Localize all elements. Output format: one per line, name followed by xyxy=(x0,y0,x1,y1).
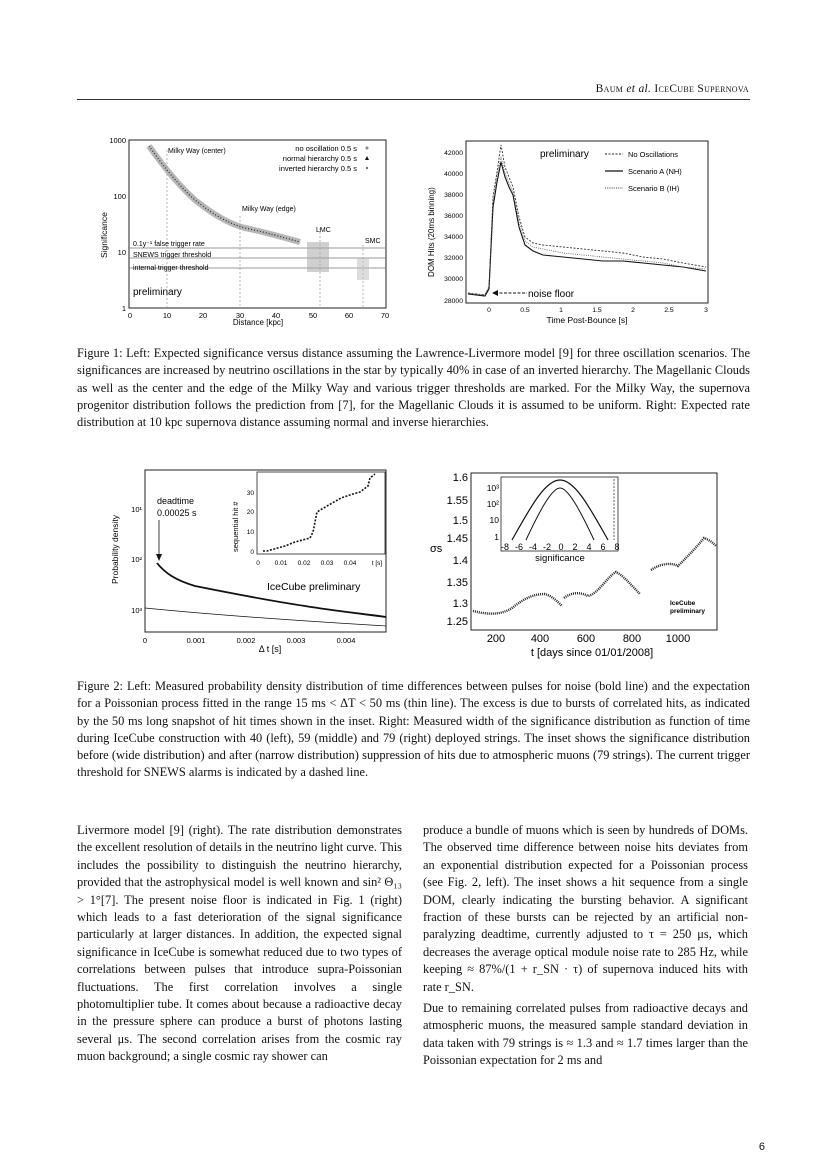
svg-text:42000: 42000 xyxy=(444,150,463,157)
svg-text:-6: -6 xyxy=(514,542,524,552)
svg-text:-8: -8 xyxy=(500,542,510,552)
fig1l-ytick: 1000 xyxy=(109,136,126,145)
svg-text:0: 0 xyxy=(558,542,564,552)
right-column xyxy=(423,822,748,1074)
svg-text:1.5: 1.5 xyxy=(592,307,602,314)
fig1r-yticks xyxy=(444,150,463,305)
fig1l-lmc: LMC xyxy=(316,227,331,234)
fig1r-xlabel: Time Post-Bounce [s] xyxy=(546,315,628,325)
running-header xyxy=(596,83,749,95)
svg-text:10²: 10² xyxy=(131,555,142,564)
svg-text:1: 1 xyxy=(494,532,499,542)
svg-text:32000: 32000 xyxy=(444,255,463,262)
figure2-left-plot xyxy=(105,468,390,658)
svg-text:30: 30 xyxy=(235,311,245,320)
svg-text:1.55: 1.55 xyxy=(446,495,468,507)
legend-item: Scenario A (NH) xyxy=(628,167,682,176)
svg-text:600: 600 xyxy=(576,633,596,645)
fig1l-ytick: 10 xyxy=(117,248,126,257)
fig1l-internal: internal trigger threshold xyxy=(133,265,209,272)
fig1l-mw-center: Milky Way (center) xyxy=(168,148,226,155)
svg-text:8: 8 xyxy=(614,542,620,552)
svg-text:0: 0 xyxy=(487,307,491,314)
right-col-text-1: produce a bundle of muons which is seen by hundreds of DOMs. The observed time difference between noise hits deviates from an exponential distribution expected for a Poissonian process (see Fig. 2, left). The inset shows a hit sequence from a single DOM, clearly indicating the bursting behavior. A significant fraction of these bursts can be rejected by an artificial non-paralyzing deadtime, currently adjusted to τ = 250 μs, which decreases the average optical module noise rate to 285 Hz, while keeping ≈ 87%/(1 + r_SN · τ) of supernova induced hits with rate r_SN. xyxy=(423,823,748,994)
svg-text:20: 20 xyxy=(246,509,254,516)
fig1r-preliminary: preliminary xyxy=(540,149,589,160)
svg-text:40000: 40000 xyxy=(444,171,463,178)
fig2r-xticks xyxy=(487,633,690,645)
fig2l-xticks xyxy=(143,636,355,645)
svg-text:4: 4 xyxy=(586,542,592,552)
svg-text:0.01: 0.01 xyxy=(274,560,288,567)
fig2l-preliminary: IceCube preliminary xyxy=(267,581,361,593)
svg-text:0.004: 0.004 xyxy=(336,636,356,645)
fig1l-smc: SMC xyxy=(365,238,381,245)
svg-text:1: 1 xyxy=(559,307,563,314)
fig2r-preliminary-2: preliminary xyxy=(670,608,706,615)
figure1-left-plot xyxy=(95,130,395,330)
svg-text:10: 10 xyxy=(246,529,254,536)
svg-text:10¹: 10¹ xyxy=(131,505,142,514)
left-column xyxy=(77,822,402,1070)
fig2r-inset-yticks xyxy=(487,483,500,542)
fig1l-preliminary: preliminary xyxy=(133,287,182,298)
svg-text:28000: 28000 xyxy=(444,298,463,305)
fig1l-snews: SNEWS trigger threshold xyxy=(133,252,212,259)
svg-text:2: 2 xyxy=(631,307,635,314)
figure1-right-plot xyxy=(423,137,718,332)
svg-text:1.45: 1.45 xyxy=(446,533,468,545)
svg-text:30000: 30000 xyxy=(444,276,463,283)
fig1l-ylabel: Significance xyxy=(99,212,109,258)
svg-text:20: 20 xyxy=(198,311,208,320)
svg-text:0.002: 0.002 xyxy=(236,636,256,645)
svg-text:1.35: 1.35 xyxy=(446,577,468,589)
svg-text:0.03: 0.03 xyxy=(320,560,334,567)
fig1r-ylabel: DOM Hits (20ms binning) xyxy=(427,187,436,277)
fig1l-ytick: 100 xyxy=(113,192,126,201)
svg-text:t [s]: t [s] xyxy=(371,560,383,567)
svg-text:200: 200 xyxy=(486,633,506,645)
header-etal: et al. xyxy=(626,83,652,95)
svg-text:1.5: 1.5 xyxy=(452,515,468,527)
svg-text:-4: -4 xyxy=(528,542,538,552)
svg-text:3: 3 xyxy=(704,307,708,314)
fig1r-xticks xyxy=(487,307,708,314)
legend-item: normal hierarchy 0.5 s xyxy=(282,154,357,163)
fig2r-preliminary-1: IceCube xyxy=(670,600,696,607)
figure1-caption: Figure 1: Left: Expected significance versus distance assuming the Lawrence-Livermore model [9] for three oscillation scenarios. The significances are increased by neutrino oscillations in the star by typically 40% in case of an inverted hierarchy. The Magellanic Clouds as well as the center and the edge of the Milky Way and various trigger thresholds are marked. For the Milky Way, the supernova progenitor distribution follows the prediction from [7], for the Magellanic Clouds it is assumed to be uniform. Right: Expected rate distribution at 10 kpc supernova distance assuming normal and inverse hierarchies. xyxy=(77,346,750,430)
legend-item: No Oscillations xyxy=(628,150,679,159)
fig1l-ytick: 1 xyxy=(121,304,126,313)
legend-item: Scenario B (IH) xyxy=(628,184,680,193)
svg-text:36000: 36000 xyxy=(444,213,463,220)
fig2l-deadtime-value: 0.00025 s xyxy=(157,508,197,518)
svg-text:0.02: 0.02 xyxy=(297,560,311,567)
svg-text:38000: 38000 xyxy=(444,192,463,199)
svg-text:10²: 10² xyxy=(486,499,499,509)
legend-item: inverted hierarchy 0.5 s xyxy=(279,164,357,173)
fig2l-yticks xyxy=(131,505,142,615)
svg-text:40: 40 xyxy=(271,311,281,320)
fig1l-legend xyxy=(279,144,369,173)
svg-text:1.6: 1.6 xyxy=(452,472,468,484)
fig1r-legend xyxy=(605,150,682,193)
header-rule xyxy=(77,99,750,100)
svg-text:0.04: 0.04 xyxy=(343,560,357,567)
fig2l-inset-xticks xyxy=(256,560,382,567)
header-authors: Baum xyxy=(595,83,624,95)
figure2-caption: Figure 2: Left: Measured probability density distribution of time differences between pulses for noise (bold line) and the expectation for a Poissonian process fitted in the range 15 ms < ΔT < 50 ms (thin line). The excess is due to bursts of correlated hits, as indicated by the 50 ms long snapshot of hit times shown in the inset. Right: Measured width of the significance distribution as function of time during IceCube construction with 40 (left), 59 (middle) and 79 (right) deployed strings. The inset shows the significance distribution before (wide distribution) and after (narrow distribution) suppression of hits due to atmospheric muons (79 strings). The current trigger threshold for SNEWS alarms is indicated by a dashed line. xyxy=(77,679,750,780)
fig2r-inset-xticks xyxy=(501,542,620,552)
svg-text:0: 0 xyxy=(256,560,260,567)
svg-text:1.4: 1.4 xyxy=(452,555,468,567)
fig2l-xlabel: Δ t [s] xyxy=(258,644,282,654)
svg-text:50: 50 xyxy=(308,311,318,320)
fig2l-inset-ylabel: sequential hit # xyxy=(231,501,240,552)
svg-text:0.001: 0.001 xyxy=(186,636,206,645)
fig2l-inset-yticks xyxy=(247,490,255,556)
svg-text:0: 0 xyxy=(142,636,148,645)
svg-text:30: 30 xyxy=(246,490,254,497)
svg-text:0: 0 xyxy=(250,549,254,556)
fig1l-yticks xyxy=(109,136,126,313)
svg-text:2.5: 2.5 xyxy=(664,307,674,314)
svg-text:60: 60 xyxy=(344,311,354,320)
legend-item: no oscillation 0.5 s xyxy=(295,144,357,153)
svg-text:10: 10 xyxy=(162,311,172,320)
fig1l-xlabel: Distance [kpc] xyxy=(232,318,284,327)
svg-text:6: 6 xyxy=(600,542,606,552)
svg-text:70: 70 xyxy=(380,311,390,320)
page-number: 6 xyxy=(758,1141,765,1153)
svg-text:10: 10 xyxy=(489,515,499,525)
fig1l-false-rate: 0.1y⁻¹ false trigger rate xyxy=(133,241,205,248)
svg-text:400: 400 xyxy=(530,633,550,645)
svg-text:10³: 10³ xyxy=(131,606,142,615)
svg-text:2: 2 xyxy=(572,542,578,552)
svg-text:10³: 10³ xyxy=(486,483,499,493)
svg-text:0: 0 xyxy=(127,311,133,320)
fig1r-noise-floor: noise floor xyxy=(528,289,575,300)
fig2r-yticks xyxy=(447,472,468,628)
svg-text:0.5: 0.5 xyxy=(520,307,530,314)
right-col-text-2: Due to remaining correlated pulses from radioactive decays and atmospheric muons, the measured sample standard deviation in data taken with 79 strings is ≈ 1.3 and ≈ 1.7 times larger than the Poissonian expectation for 2 ms and xyxy=(423,1001,748,1068)
svg-text:800: 800 xyxy=(622,633,642,645)
svg-text:1.3: 1.3 xyxy=(452,598,468,610)
figure2-right-plot xyxy=(420,468,725,663)
svg-text:34000: 34000 xyxy=(444,234,463,241)
svg-text:0.003: 0.003 xyxy=(286,636,306,645)
fig2r-xlabel: t [days since 01/01/2008] xyxy=(530,647,654,659)
fig2r-inset-xlabel: significance xyxy=(535,553,585,564)
svg-text:-2: -2 xyxy=(542,542,552,552)
fig2l-deadtime: deadtime xyxy=(157,496,195,506)
left-col-text: Livermore model [9] (right). The rate distribution demonstrates the excellent resolution of details in the neutrino light curve. This includes the possibility to distinguish the neutrino hierarchy, provided that the astrophysical model is well known and sin² Θ₁₃ > 1°[7]. The present noise floor is indicated in Fig. 1 (right) which leads to a fast deterioration of the signal significance particularly at larger distances. In addition, the expected signal significance in IceCube is somewhat reduced due to two types of correlations between pulses that introduce supra-Poissonian fluctuations. The first correlation involves a single photomultiplier tube. It comes about because a radioactive decay in the pressure sphere can produce a burst of photons lasting several μs. The second correlation arises from the cosmic ray muon background; a single cosmic ray shower can xyxy=(77,823,402,1064)
fig1l-mw-edge: Milky Way (edge) xyxy=(242,206,296,213)
svg-text:1.25: 1.25 xyxy=(446,616,468,628)
svg-text:1000: 1000 xyxy=(665,633,691,645)
fig2l-ylabel: Probability density xyxy=(110,515,120,584)
header-project: IceCube Supernova xyxy=(654,83,749,95)
fig2r-ylabel: σs xyxy=(430,543,443,555)
